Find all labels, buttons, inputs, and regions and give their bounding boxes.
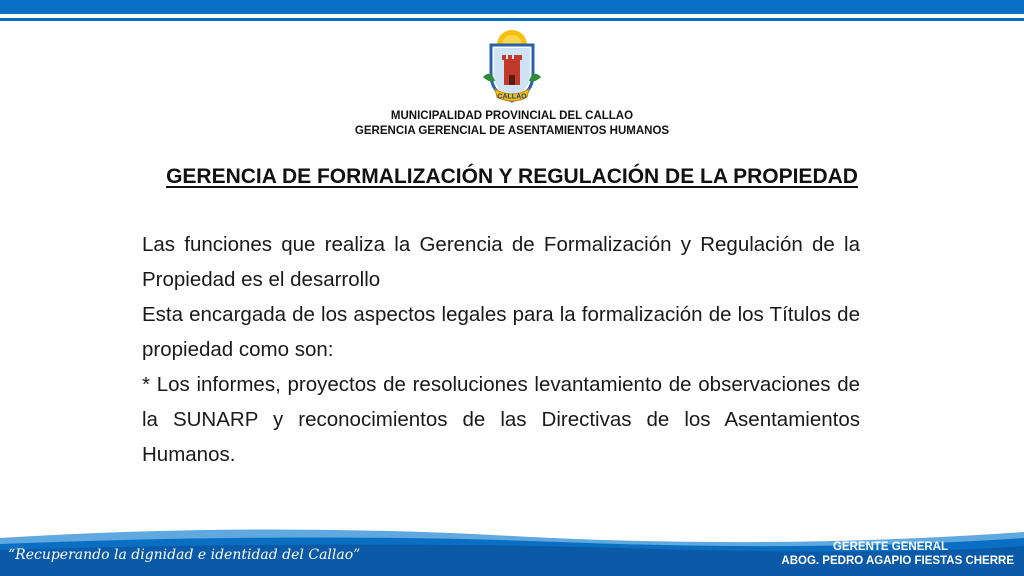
- paragraph-1: Las funciones que realiza la Gerencia de Formalización y Regulación de la Propiedad es el desarrollo: [142, 233, 860, 291]
- callao-coat-of-arms-logo: [477, 25, 547, 105]
- page-title-text: GERENCIA DE FORMALIZACIÓN Y REGULACIÓN DE LA PROPIEDAD: [166, 165, 858, 188]
- footer-slogan: “Recuperando la dignidad e identidad del Callao”: [8, 547, 361, 563]
- header-line-1: MUNICIPALIDAD PROVINCIAL DEL CALLAO: [390, 110, 634, 122]
- footer-name: ABOG. PEDRO AGAPIO FIESTAS CHERRE: [781, 555, 1014, 567]
- top-blue-band: [0, 0, 1024, 14]
- footer-role: GERENTE GENERAL: [832, 541, 948, 553]
- header-institution: [0, 109, 1024, 139]
- body-text: [142, 227, 860, 472]
- paragraph-3: * Los informes, proyectos de resoluciones levantamiento de observaciones de la SUNARP y reconocimientos de las Directivas de los Asentamientos Humanos.: [142, 373, 860, 466]
- paragraph-2: Esta encargada de los aspectos legales para la formalización de los Títulos de propiedad como son:: [142, 303, 860, 361]
- logo-text: CALLAO: [497, 93, 527, 101]
- page-title: [0, 163, 1024, 191]
- tower-icon: [502, 55, 522, 85]
- footer-signature: [674, 540, 1014, 568]
- header-line-2: GERENCIA GERENCIAL DE ASENTAMIENTOS HUMANOS: [354, 125, 670, 137]
- top-blue-line: [0, 18, 1024, 21]
